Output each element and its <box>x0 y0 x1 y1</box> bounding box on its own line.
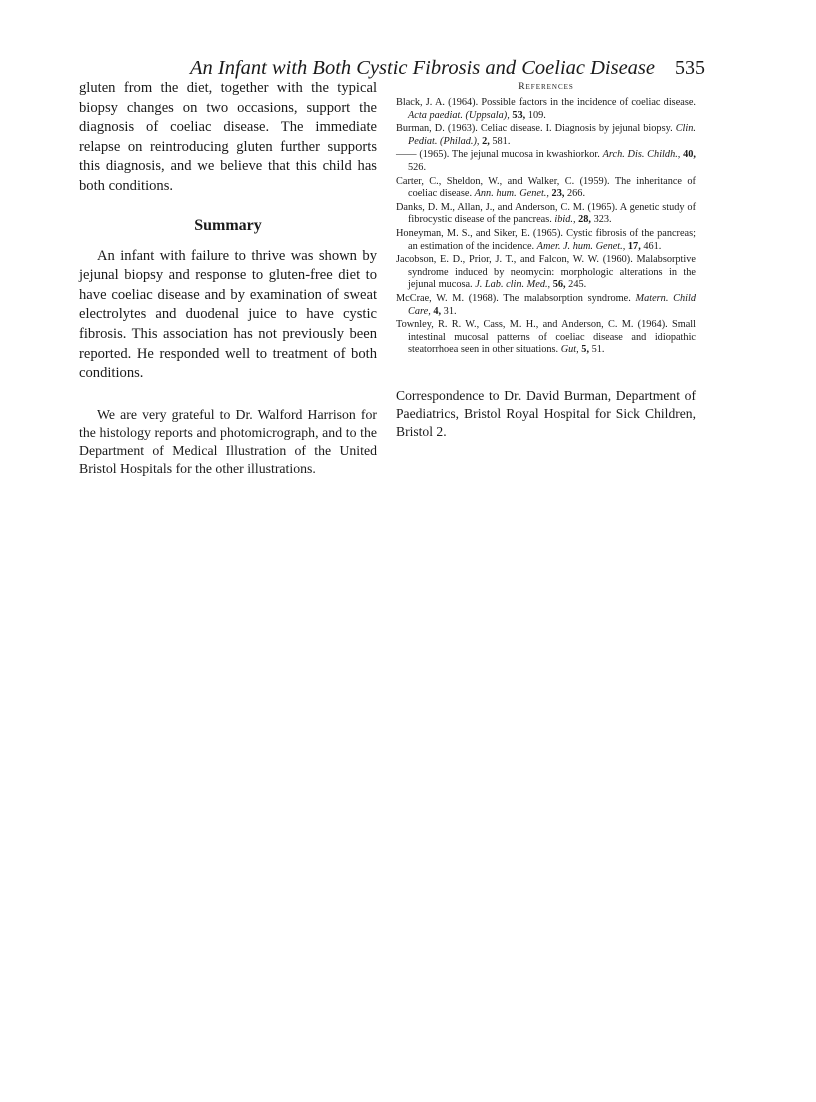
reference-text: —— (1965). The jejunal mucosa in kwashiorkor. <box>396 149 603 161</box>
reference-item <box>396 97 696 122</box>
reference-journal: Acta paediat. (Uppsala), <box>408 109 510 121</box>
reference-item <box>396 149 696 174</box>
reference-volume: 23, <box>548 188 565 200</box>
right-column <box>396 82 696 441</box>
acknowledgement-paragraph: We are very grateful to Dr. Walford Harrison for the histology reports and photomicrograph, and to the Department of Medical Illustration of the United Bristol Hospitals for the other illustrations. <box>79 406 377 476</box>
reference-journal: Matern. Child Care, <box>408 292 696 317</box>
references-heading: References <box>518 82 574 92</box>
summary-paragraph: An infant with failure to thrive was shown by jejunal biopsy and response to gluten-free diet to have coeliac disease and by examination of sweat electrolytes and duodenal juice to have cystic fibrosis. This association has not previously been reported. He responded well to treatment of both conditions. <box>79 247 377 382</box>
reference-pages: 109. <box>525 109 546 121</box>
reference-pages: 581. <box>489 135 511 147</box>
reference-text: Burman, D. (1963). Celiac disease. I. Diagnosis by jejunal biopsy. <box>396 123 676 135</box>
reference-item <box>396 228 696 253</box>
reference-text: Jacobson, E. D., Prior, J. T., and Falcon, W. W. (1960). Malabsorptive syndrome induced by neomycin: morphologic alterations in the jejunal mucosa. <box>396 254 696 291</box>
reference-journal: J. Lab. clin. Med., <box>475 279 551 291</box>
running-title: An Infant with Both Cystic Fibrosis and Coeliac Disease <box>190 57 656 79</box>
reference-text: Honeyman, M. S., and Siker, E. (1965). Cystic fibrosis of the pancreas; an estimation of the incidence. <box>396 227 696 252</box>
reference-item <box>396 176 696 201</box>
reference-pages: 526. <box>408 161 427 173</box>
reference-pages: 245. <box>565 279 587 291</box>
reference-item <box>396 202 696 227</box>
reference-journal: Arch. Dis. Childh., <box>602 149 681 161</box>
reference-text: Black, J. A. (1964). Possible factors in the incidence of coeliac disease. <box>396 97 696 108</box>
left-column <box>79 79 377 478</box>
reference-text: Townley, R. R. W., Cass, M. H., and Anderson, C. M. (1964). Small intestinal mucosal patterns of coeliac disease and idiopathic steatorrhoea seen in other situations. <box>396 319 696 356</box>
reference-volume: 56, <box>550 279 566 291</box>
reference-text: McCrae, W. M. (1968). The malabsorption syndrome. <box>396 292 636 304</box>
reference-item <box>396 293 696 318</box>
reference-pages: 31. <box>441 305 457 317</box>
reference-journal: Ann. hum. Genet., <box>474 188 549 200</box>
reference-journal: Amer. J. hum. Genet., <box>536 240 626 252</box>
reference-list <box>396 97 696 357</box>
correspondence-note: Correspondence to Dr. David Burman, Department of Paediatrics, Bristol Royal Hospital for Sick Children, Bristol 2. <box>396 387 696 439</box>
reference-pages: 51. <box>589 344 605 356</box>
reference-item <box>396 254 696 292</box>
reference-text: Danks, D. M., Allan, J., and Anderson, C. M. (1965). A genetic study of fibrocystic disease of the pancreas. <box>396 201 696 226</box>
summary-heading: Summary <box>194 216 262 234</box>
reference-volume: 4, <box>430 305 442 317</box>
reference-item <box>396 123 696 148</box>
reference-volume: 2, <box>479 135 490 147</box>
body-paragraph: gluten from the diet, together with the typical biopsy changes on two occasions, support the diagnosis of coeliac disease. The immediate relapse on reintroducing gluten further supports this diagnosis, and we believe that this child has both conditions. <box>79 80 377 194</box>
reference-volume: 53, <box>509 109 526 121</box>
reference-journal: Clin. Pediat. (Philad.), <box>408 123 696 147</box>
reference-pages: 461. <box>640 240 662 252</box>
reference-text: Carter, C., Sheldon, W., and Walker, C. (1959). The inheritance of coeliac disease. <box>396 175 696 200</box>
reference-volume: 5, <box>578 344 590 356</box>
reference-pages: 266. <box>564 188 586 200</box>
reference-pages: 323. <box>591 214 612 226</box>
reference-item <box>396 319 696 357</box>
reference-journal: ibid., <box>554 214 576 226</box>
reference-volume: 17, <box>625 240 641 252</box>
reference-volume: 28, <box>575 214 592 226</box>
reference-journal: Gut, <box>560 344 579 356</box>
reference-volume: 40, <box>680 149 696 161</box>
page-number: 535 <box>675 57 705 79</box>
